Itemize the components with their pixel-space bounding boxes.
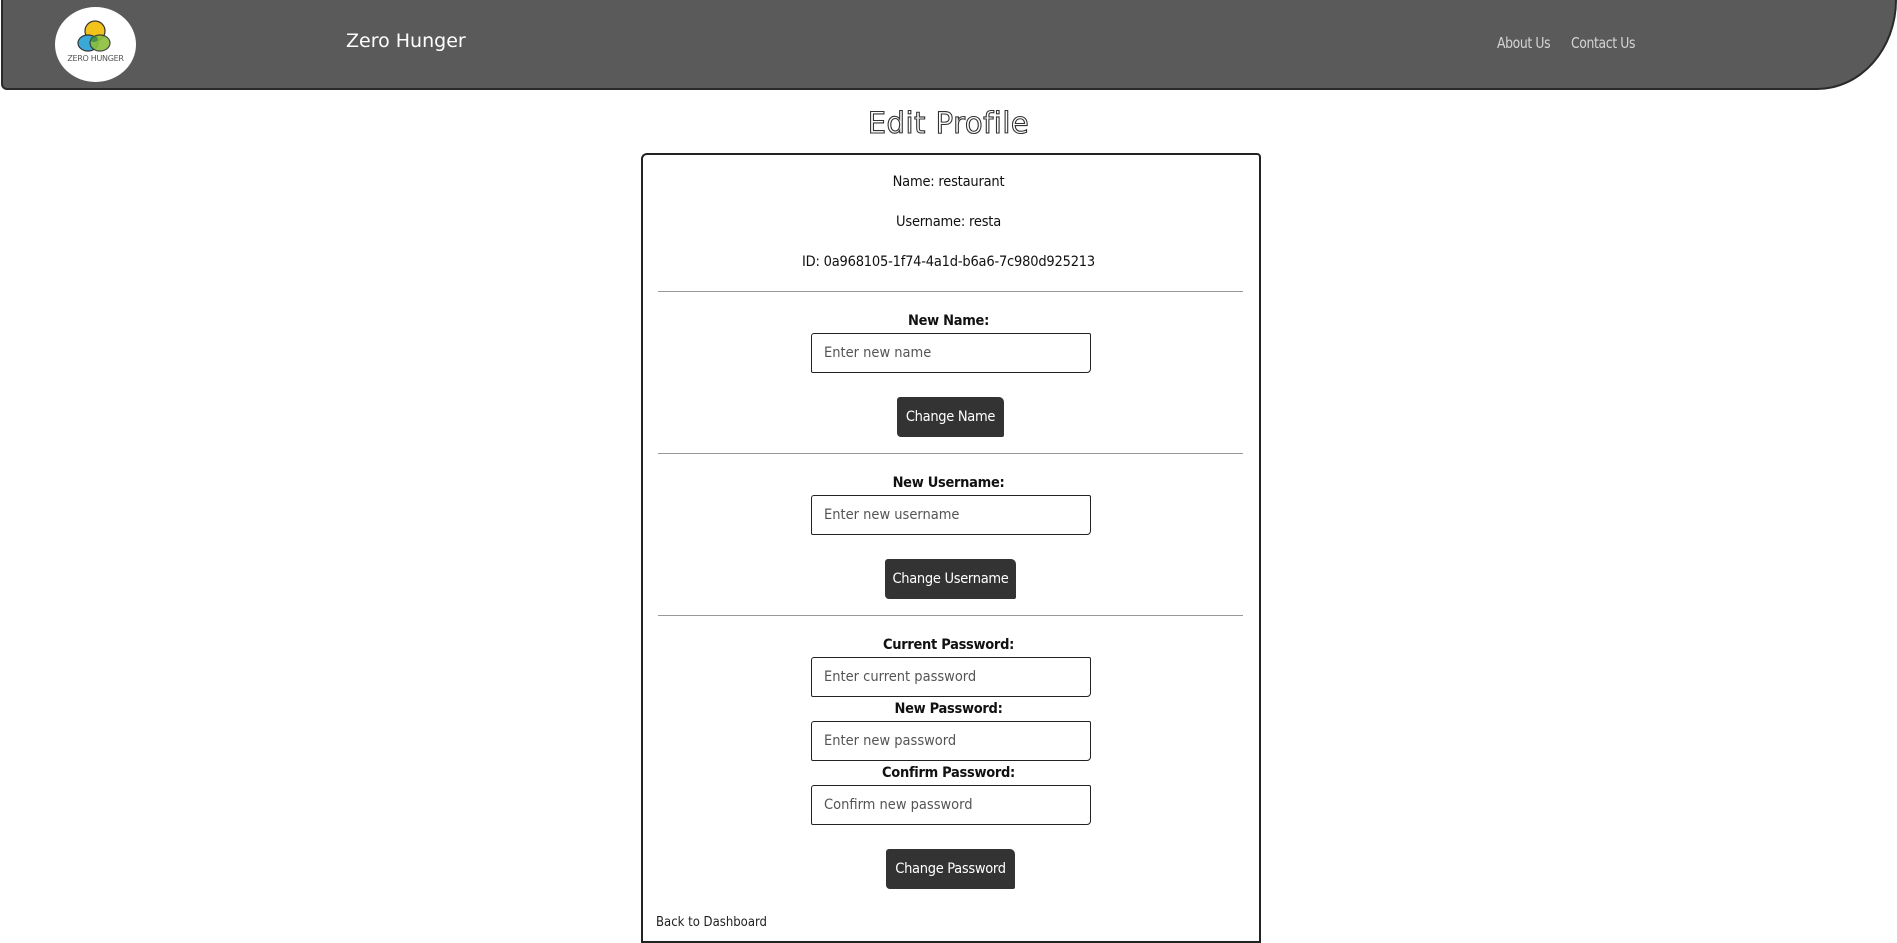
confirm-password-label: Confirm Password: (882, 765, 1015, 781)
nav-about-us-link[interactable]: About Us (1497, 34, 1551, 52)
new-username-input[interactable] (811, 495, 1091, 535)
logo-text: ZERO HUNGER (67, 54, 124, 63)
logo-graphic (55, 7, 136, 82)
change-name-button[interactable]: Change Name (897, 397, 1004, 437)
new-name-label: New Name: (907, 313, 990, 329)
nav-contact-us-link[interactable]: Contact Us (1570, 34, 1636, 52)
divider (658, 615, 1243, 616)
brand-name[interactable]: Zero Hunger (346, 30, 466, 52)
navbar (1, 0, 1897, 90)
new-username-label: New Username: (892, 475, 1005, 491)
nav-links (1497, 34, 1641, 52)
page-title: Edit Profile (867, 106, 1030, 140)
current-password-label: Current Password: (882, 637, 1015, 653)
profile-name: Name: restaurant (892, 174, 1005, 190)
confirm-password-input[interactable] (811, 785, 1091, 825)
zero-hunger-logo-icon[interactable] (55, 7, 136, 82)
change-password-button[interactable]: Change Password (886, 849, 1015, 889)
new-name-input[interactable] (811, 333, 1091, 373)
divider (658, 453, 1243, 454)
new-password-label: New Password: (894, 701, 1003, 717)
profile-username: Username: resta (896, 214, 1001, 230)
change-username-button[interactable]: Change Username (885, 559, 1016, 599)
back-to-dashboard-link[interactable]: Back to Dashboard (656, 915, 767, 930)
current-password-input[interactable] (811, 657, 1091, 697)
divider (658, 291, 1243, 292)
profile-id: ID: 0a968105-1f74-4a1d-b6a6-7c980d925213 (801, 254, 1095, 270)
new-password-input[interactable] (811, 721, 1091, 761)
